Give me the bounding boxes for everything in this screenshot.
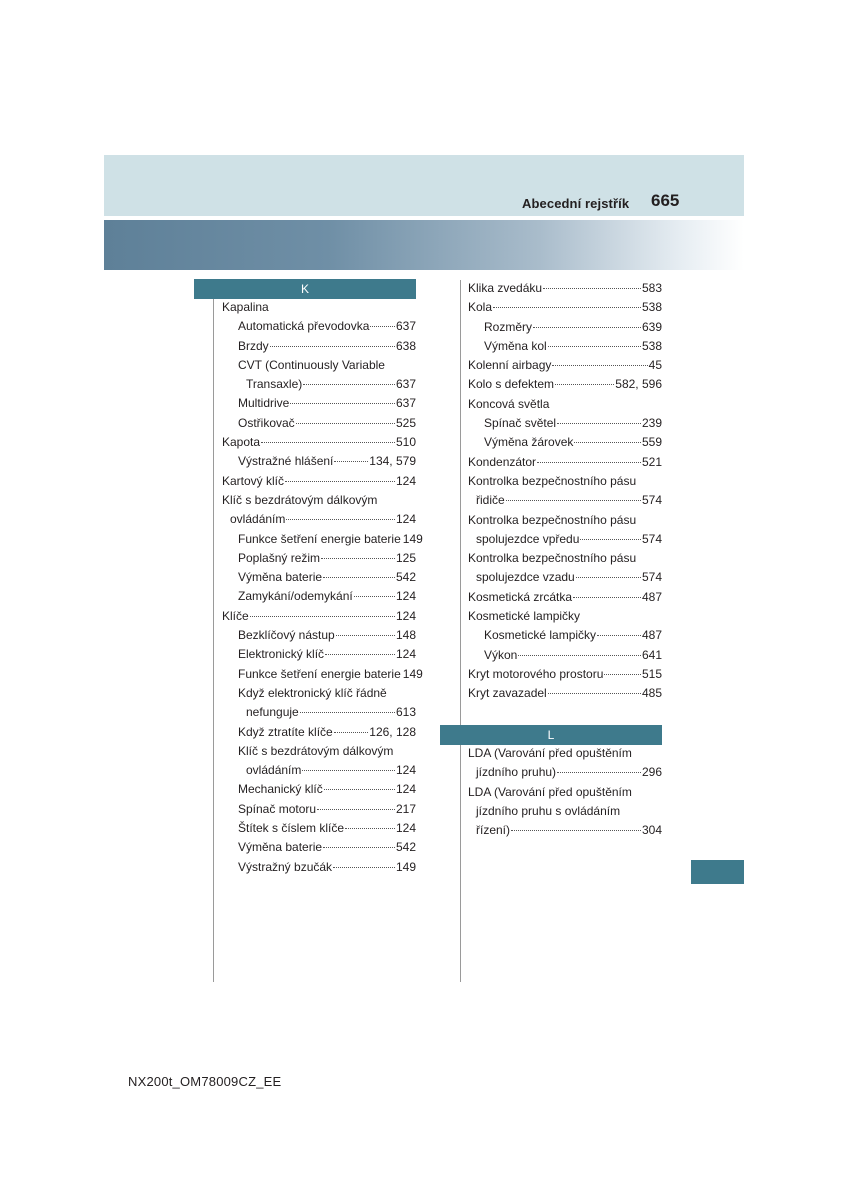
index-term: Klíč s bezdrátovým dálkovým — [238, 743, 394, 758]
index-entry — [468, 337, 662, 356]
leader-dots — [548, 346, 641, 347]
index-entry — [222, 414, 416, 433]
leader-dots — [576, 577, 641, 578]
index-term: Automatická převodovka — [238, 319, 370, 334]
index-page-ref: 538 — [641, 300, 662, 315]
index-term: Multidrive — [238, 396, 290, 411]
index-page-ref: 148 — [395, 628, 416, 643]
index-term: Kryt zavazadel — [468, 686, 547, 701]
index-term: Výměna baterie — [238, 570, 323, 585]
index-term: Výstražný bzučák — [238, 859, 333, 874]
index-column-3 — [468, 744, 662, 840]
index-term: Transaxle) — [246, 377, 303, 392]
index-entry — [222, 530, 423, 549]
leader-dots — [286, 519, 395, 520]
index-page-ref: 124 — [395, 608, 416, 623]
index-page-ref: 124 — [395, 782, 416, 797]
index-entry — [468, 821, 662, 840]
index-entry — [468, 375, 662, 394]
leader-dots — [557, 772, 641, 773]
index-term: Funkce šetření energie baterie — [238, 666, 401, 681]
index-page-ref: 487 — [641, 628, 662, 643]
leader-dots — [493, 307, 641, 308]
index-column-1 — [222, 298, 423, 877]
index-entry — [222, 472, 416, 491]
leader-dots — [321, 558, 395, 559]
leader-dots — [354, 596, 395, 597]
header-gradient-band — [104, 220, 744, 270]
leader-dots — [302, 770, 395, 771]
index-entry — [222, 452, 416, 471]
leader-dots — [370, 326, 395, 327]
index-term: Kartový klíč — [222, 473, 285, 488]
index-entry — [468, 414, 662, 433]
index-term: Výstražné hlášení — [238, 454, 334, 469]
index-page-ref: 525 — [395, 415, 416, 430]
index-term: řidiče — [476, 493, 505, 508]
index-page-ref: 149 — [402, 531, 423, 546]
index-page-ref: 217 — [395, 801, 416, 816]
index-entry — [468, 568, 662, 587]
index-page-ref: 638 — [395, 338, 416, 353]
leader-dots — [511, 830, 641, 831]
leader-dots — [555, 384, 614, 385]
index-page-ref: 639 — [641, 319, 662, 334]
index-page-ref: 124 — [395, 589, 416, 604]
index-entry — [222, 761, 416, 780]
index-entry — [222, 337, 416, 356]
leader-dots — [552, 365, 647, 366]
index-term: Kapota — [222, 435, 261, 450]
index-entry — [222, 298, 416, 317]
leader-dots — [323, 847, 395, 848]
index-term: Funkce šetření energie baterie — [238, 531, 401, 546]
index-page-ref: 45 — [648, 358, 662, 373]
index-term: Kontrolka bezpečnostního pásu — [468, 512, 637, 527]
index-page-ref: 521 — [641, 454, 662, 469]
column-divider-right — [460, 280, 461, 982]
column-divider-left — [213, 280, 214, 982]
index-entry — [468, 744, 662, 763]
index-entry — [222, 838, 416, 857]
index-term: Když elektronický klíč řádně — [238, 685, 387, 700]
index-term: LDA (Varování před opuštěním — [468, 784, 632, 799]
index-page-ref: 296 — [641, 765, 662, 780]
index-term: Klíč s bezdrátovým dálkovým — [222, 492, 378, 507]
index-term: Elektronický klíč — [238, 647, 325, 662]
index-term: Spínač světel — [484, 416, 557, 431]
index-page-ref: 124 — [395, 821, 416, 836]
leader-dots — [573, 597, 641, 598]
index-term: CVT (Continuously Variable — [238, 357, 385, 372]
index-entry — [222, 607, 416, 626]
index-entry — [222, 800, 416, 819]
section-header-l: L — [440, 725, 662, 745]
index-page-ref: 515 — [641, 666, 662, 681]
index-entry — [222, 549, 416, 568]
index-term: Kosmetická zrcátka — [468, 589, 573, 604]
index-page-ref: 574 — [641, 531, 662, 546]
index-entry — [222, 665, 423, 684]
index-term: spolujezdce vzadu — [476, 570, 575, 585]
index-page-ref: 574 — [641, 493, 662, 508]
index-entry — [468, 491, 662, 510]
leader-dots — [533, 327, 641, 328]
leader-dots — [317, 809, 395, 810]
index-term: Kosmetické lampičky — [484, 628, 597, 643]
index-page-ref: 149 — [395, 859, 416, 874]
index-page-ref: 304 — [641, 823, 662, 838]
chapter-title: Abecední rejstřík — [522, 196, 630, 211]
index-entry — [468, 588, 662, 607]
index-entry — [222, 356, 416, 375]
index-entry — [222, 433, 416, 452]
index-entry — [222, 626, 416, 645]
index-column-2 — [468, 279, 662, 704]
index-term: Spínač motoru — [238, 801, 317, 816]
index-term: Kola — [468, 300, 493, 315]
index-term: jízdního pruhu s ovládáním — [476, 803, 621, 818]
leader-dots — [604, 674, 641, 675]
index-term: Když ztratíte klíče — [238, 724, 333, 739]
index-term: Poplašný režim — [238, 550, 321, 565]
index-entry — [222, 317, 416, 336]
index-entry — [222, 858, 416, 877]
index-term: Brzdy — [238, 338, 269, 353]
leader-dots — [345, 828, 395, 829]
index-entry — [468, 356, 662, 375]
index-term: Kosmetické lampičky — [468, 609, 581, 624]
index-page-ref: 510 — [395, 435, 416, 450]
index-term: Klíče — [222, 608, 249, 623]
index-entry — [468, 318, 662, 337]
leader-dots — [303, 384, 395, 385]
index-term: Kolenní airbagy — [468, 358, 552, 373]
index-page-ref: 134, 579 — [369, 454, 416, 469]
index-term: Ostřikovač — [238, 415, 295, 430]
index-page-ref: 124 — [395, 512, 416, 527]
leader-dots — [250, 616, 395, 617]
index-term: Bezklíčový nástup — [238, 628, 335, 643]
index-term: Kryt motorového prostoru — [468, 666, 604, 681]
index-term: spolujezdce vpředu — [476, 531, 580, 546]
index-page-ref: 124 — [395, 763, 416, 778]
index-page-ref: 641 — [641, 647, 662, 662]
index-term: Výměna kol — [484, 338, 547, 353]
index-page-ref: 125 — [395, 550, 416, 565]
index-term: nefunguje — [246, 705, 299, 720]
index-page-ref: 559 — [641, 435, 662, 450]
index-term: Výměna baterie — [238, 840, 323, 855]
leader-dots — [324, 789, 395, 790]
leader-dots — [285, 481, 395, 482]
index-entry — [468, 783, 662, 802]
index-term: ovládáním — [246, 763, 302, 778]
index-page-ref: 637 — [395, 377, 416, 392]
index-entry — [468, 433, 662, 452]
index-term: Kontrolka bezpečnostního pásu — [468, 551, 637, 566]
leader-dots — [290, 403, 395, 404]
index-entry — [468, 684, 662, 703]
index-entry — [468, 453, 662, 472]
index-term: Kontrolka bezpečnostního pásu — [468, 473, 637, 488]
index-page-ref: 239 — [641, 416, 662, 431]
leader-dots — [334, 461, 368, 462]
section-header-k: K — [194, 279, 416, 299]
index-page-ref: 124 — [395, 647, 416, 662]
index-entry — [222, 510, 416, 529]
index-page-ref: 149 — [402, 666, 423, 681]
leader-dots — [325, 654, 395, 655]
leader-dots — [334, 732, 369, 733]
leader-dots — [506, 500, 641, 501]
leader-dots — [574, 442, 641, 443]
index-page-ref: 574 — [641, 570, 662, 585]
leader-dots — [333, 867, 395, 868]
index-term: jízdního pruhu) — [476, 765, 557, 780]
index-entry — [468, 530, 662, 549]
page-number: 665 — [651, 191, 680, 210]
index-entry — [468, 395, 662, 414]
index-term: Výkon — [484, 647, 518, 662]
leader-dots — [323, 577, 395, 578]
index-page-ref: 126, 128 — [369, 724, 416, 739]
index-page-ref: 637 — [395, 319, 416, 334]
index-term: Štítek s číslem klíče — [238, 821, 345, 836]
index-term: Mechanický klíč — [238, 782, 323, 797]
index-page-ref: 487 — [641, 589, 662, 604]
index-entry — [222, 645, 416, 664]
index-entry — [222, 684, 416, 703]
leader-dots — [261, 442, 395, 443]
index-term: ovládáním — [230, 512, 286, 527]
leader-dots — [543, 288, 641, 289]
index-page-ref: 542 — [395, 570, 416, 585]
index-entry — [468, 802, 662, 821]
index-entry — [222, 723, 416, 742]
leader-dots — [597, 635, 641, 636]
header-background — [104, 155, 744, 216]
index-entry — [468, 665, 662, 684]
index-page-ref: 538 — [641, 338, 662, 353]
index-term: Klika zvedáku — [468, 281, 543, 295]
index-entry — [222, 742, 416, 761]
index-page-ref: 583 — [641, 281, 662, 295]
index-entry — [222, 491, 416, 510]
index-entry — [468, 626, 662, 645]
index-term: řízení) — [476, 823, 511, 838]
index-page-ref: 485 — [641, 686, 662, 701]
index-page-ref: 124 — [395, 473, 416, 488]
leader-dots — [580, 539, 641, 540]
index-entry — [468, 549, 662, 568]
index-entry — [222, 394, 416, 413]
index-term: Výměna žárovek — [484, 435, 574, 450]
leader-dots — [548, 693, 641, 694]
index-entry — [468, 646, 662, 665]
index-page-ref: 582, 596 — [615, 377, 662, 392]
chapter-thumb-tab — [691, 860, 744, 884]
index-entry — [468, 607, 662, 626]
leader-dots — [336, 635, 395, 636]
index-entry — [468, 763, 662, 782]
leader-dots — [518, 655, 641, 656]
index-page-ref: 613 — [395, 705, 416, 720]
index-term: Koncová světla — [468, 396, 550, 411]
leader-dots — [270, 346, 395, 347]
index-term: LDA (Varování před opuštěním — [468, 746, 632, 760]
index-page-ref: 542 — [395, 840, 416, 855]
leader-dots — [296, 423, 395, 424]
leader-dots — [537, 462, 641, 463]
index-term: Kapalina — [222, 300, 269, 314]
document-code: NX200t_OM78009CZ_EE — [128, 1074, 282, 1089]
index-page-ref: 637 — [395, 396, 416, 411]
index-entry — [222, 568, 416, 587]
index-entry — [222, 587, 416, 606]
index-term: Rozměry — [484, 319, 533, 334]
index-term: Kolo s defektem — [468, 377, 555, 392]
index-entry — [222, 819, 416, 838]
index-term: Kondenzátor — [468, 454, 537, 469]
leader-dots — [557, 423, 641, 424]
leader-dots — [300, 712, 395, 713]
index-entry — [468, 472, 662, 491]
index-entry — [222, 703, 416, 722]
index-entry — [222, 780, 416, 799]
index-entry — [468, 298, 662, 317]
index-entry — [222, 375, 416, 394]
index-entry — [468, 511, 662, 530]
index-term: Zamykání/odemykání — [238, 589, 353, 604]
index-entry — [468, 279, 662, 298]
